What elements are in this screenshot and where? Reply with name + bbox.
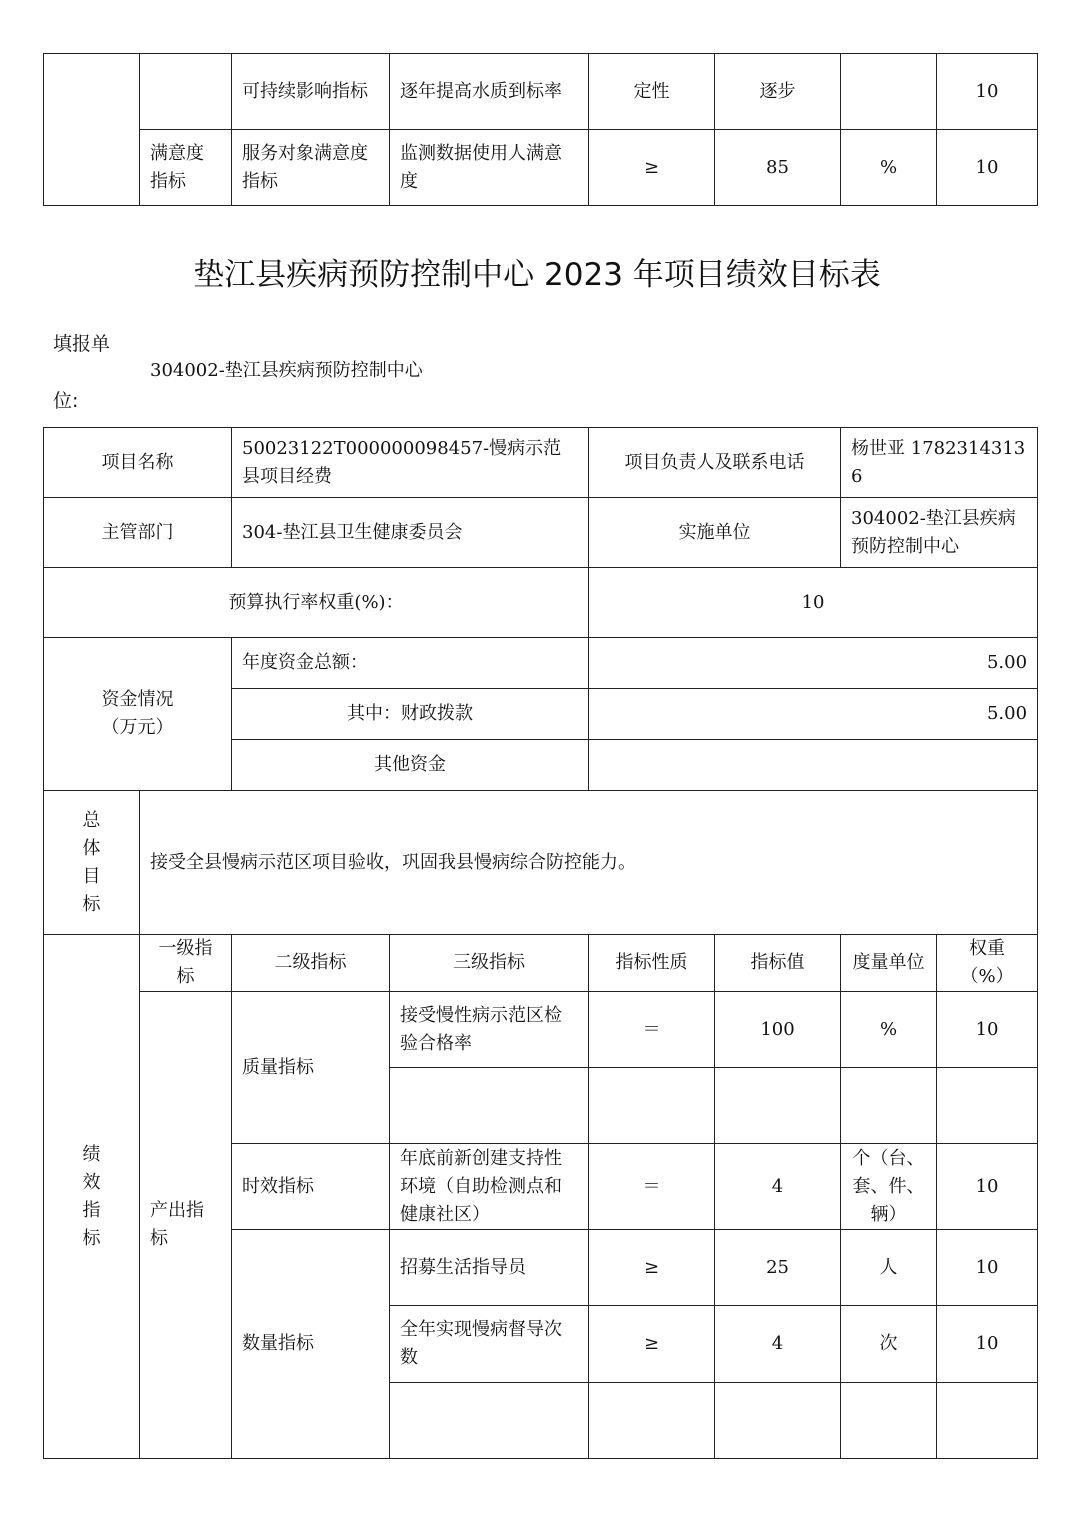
empty-cell <box>841 1068 937 1144</box>
value-cell: 4 <box>715 1306 841 1383</box>
contact-value: 杨世亚 17823143136 <box>841 428 1038 498</box>
header-value: 指标值 <box>715 935 841 992</box>
value-cell: 85 <box>715 130 841 206</box>
empty-cell <box>715 1068 841 1144</box>
funds-label-text: 资金情况（万元） <box>101 689 174 738</box>
continuation-table <box>43 53 1038 206</box>
empty-cell <box>44 54 140 206</box>
indicators-section-label <box>44 935 140 1459</box>
funds-other-value <box>589 740 1038 791</box>
empty-cell <box>589 1383 715 1459</box>
goal-label <box>44 791 140 935</box>
page-title: 垫江县疾病预防控制中心 2023 年项目绩效目标表 <box>193 257 881 293</box>
unit-cell <box>841 54 937 130</box>
nature-cell: ≥ <box>589 1306 715 1383</box>
funds-fiscal-label: 其中：财政拨款 <box>232 689 589 740</box>
filler-label <box>53 330 123 412</box>
filler-label-line1: 填报单 <box>53 333 111 355</box>
funds-other-label: 其他资金 <box>232 740 589 791</box>
level3-cell: 全年实现慢病督导次数 <box>390 1306 589 1383</box>
header-weight: 权重（%） <box>937 935 1038 992</box>
weight-cell: 10 <box>937 1306 1038 1383</box>
nature-cell: ≥ <box>589 130 715 206</box>
quantity-label: 数量指标 <box>232 1230 390 1459</box>
unit-cell: % <box>841 130 937 206</box>
funds-label <box>44 638 232 791</box>
level2-cell: 可持续影响指标 <box>232 54 390 130</box>
empty-cell <box>390 1068 589 1144</box>
empty-cell <box>589 1068 715 1144</box>
impl-label: 实施单位 <box>589 498 841 568</box>
level3-cell: 监测数据使用人满意度 <box>390 130 589 206</box>
unit-cell: 人 <box>841 1230 937 1306</box>
header-nature: 指标性质 <box>589 935 715 992</box>
budget-value: 10 <box>589 568 1038 638</box>
timeliness-label: 时效指标 <box>232 1144 390 1230</box>
value-cell: 25 <box>715 1230 841 1306</box>
nature-cell: ＝ <box>589 1144 715 1230</box>
quality-label: 质量指标 <box>232 992 390 1144</box>
weight-cell: 10 <box>937 1144 1038 1230</box>
unit-cell: % <box>841 992 937 1068</box>
project-name-value: 50023122T000000098457-慢病示范县项目经费 <box>232 428 589 498</box>
performance-table <box>43 427 1038 1459</box>
header-level1: 一级指标 <box>140 935 232 992</box>
project-name-label: 项目名称 <box>44 428 232 498</box>
empty-cell <box>715 1383 841 1459</box>
empty-cell <box>841 1383 937 1459</box>
unit-cell: 个（台、套、件、辆） <box>841 1144 937 1230</box>
indicators-section-label-text: 绩效指标 <box>82 1143 101 1249</box>
level3-cell: 年底前新创建支持性环境（自助检测点和健康社区） <box>390 1144 589 1230</box>
weight-cell: 10 <box>937 1230 1038 1306</box>
level3-cell: 逐年提高水质到标率 <box>390 54 589 130</box>
weight-cell: 10 <box>937 130 1038 206</box>
dept-label: 主管部门 <box>44 498 232 568</box>
header-unit: 度量单位 <box>841 935 937 992</box>
empty-cell <box>937 1068 1038 1144</box>
weight-cell: 10 <box>937 54 1038 130</box>
weight-cell: 10 <box>937 992 1038 1068</box>
contact-label: 项目负责人及联系电话 <box>589 428 841 498</box>
unit-cell: 次 <box>841 1306 937 1383</box>
funds-total-value: 5.00 <box>589 638 1038 689</box>
level1-cell: 满意度指标 <box>140 130 232 206</box>
budget-label: 预算执行率权重(%)： <box>44 568 589 638</box>
header-level3: 三级指标 <box>390 935 589 992</box>
nature-cell: 定性 <box>589 54 715 130</box>
impl-value: 304002-垫江县疾病预防控制中心 <box>841 498 1038 568</box>
nature-cell: ＝ <box>589 992 715 1068</box>
goal-text: 接受全县慢病示范区项目验收，巩固我县慢病综合防控能力。 <box>140 791 1038 935</box>
dept-value: 304-垫江县卫生健康委员会 <box>232 498 589 568</box>
empty-cell <box>390 1383 589 1459</box>
filler-value: 304002-垫江县疾病预防控制中心 <box>150 360 423 381</box>
level3-cell: 招募生活指导员 <box>390 1230 589 1306</box>
level2-cell: 服务对象满意度指标 <box>232 130 390 206</box>
filler-label-line2: 位: <box>53 390 79 412</box>
empty-cell <box>937 1383 1038 1459</box>
funds-total-label: 年度资金总额： <box>232 638 589 689</box>
goal-label-text: 总体目标 <box>82 809 101 915</box>
funds-fiscal-value: 5.00 <box>589 689 1038 740</box>
level3-cell: 接受慢性病示范区检验合格率 <box>390 992 589 1068</box>
header-level2: 二级指标 <box>232 935 390 992</box>
value-cell: 100 <box>715 992 841 1068</box>
level1-output: 产出指标 <box>140 992 232 1459</box>
empty-cell <box>140 54 232 130</box>
value-cell: 逐步 <box>715 54 841 130</box>
nature-cell: ≥ <box>589 1230 715 1306</box>
value-cell: 4 <box>715 1144 841 1230</box>
